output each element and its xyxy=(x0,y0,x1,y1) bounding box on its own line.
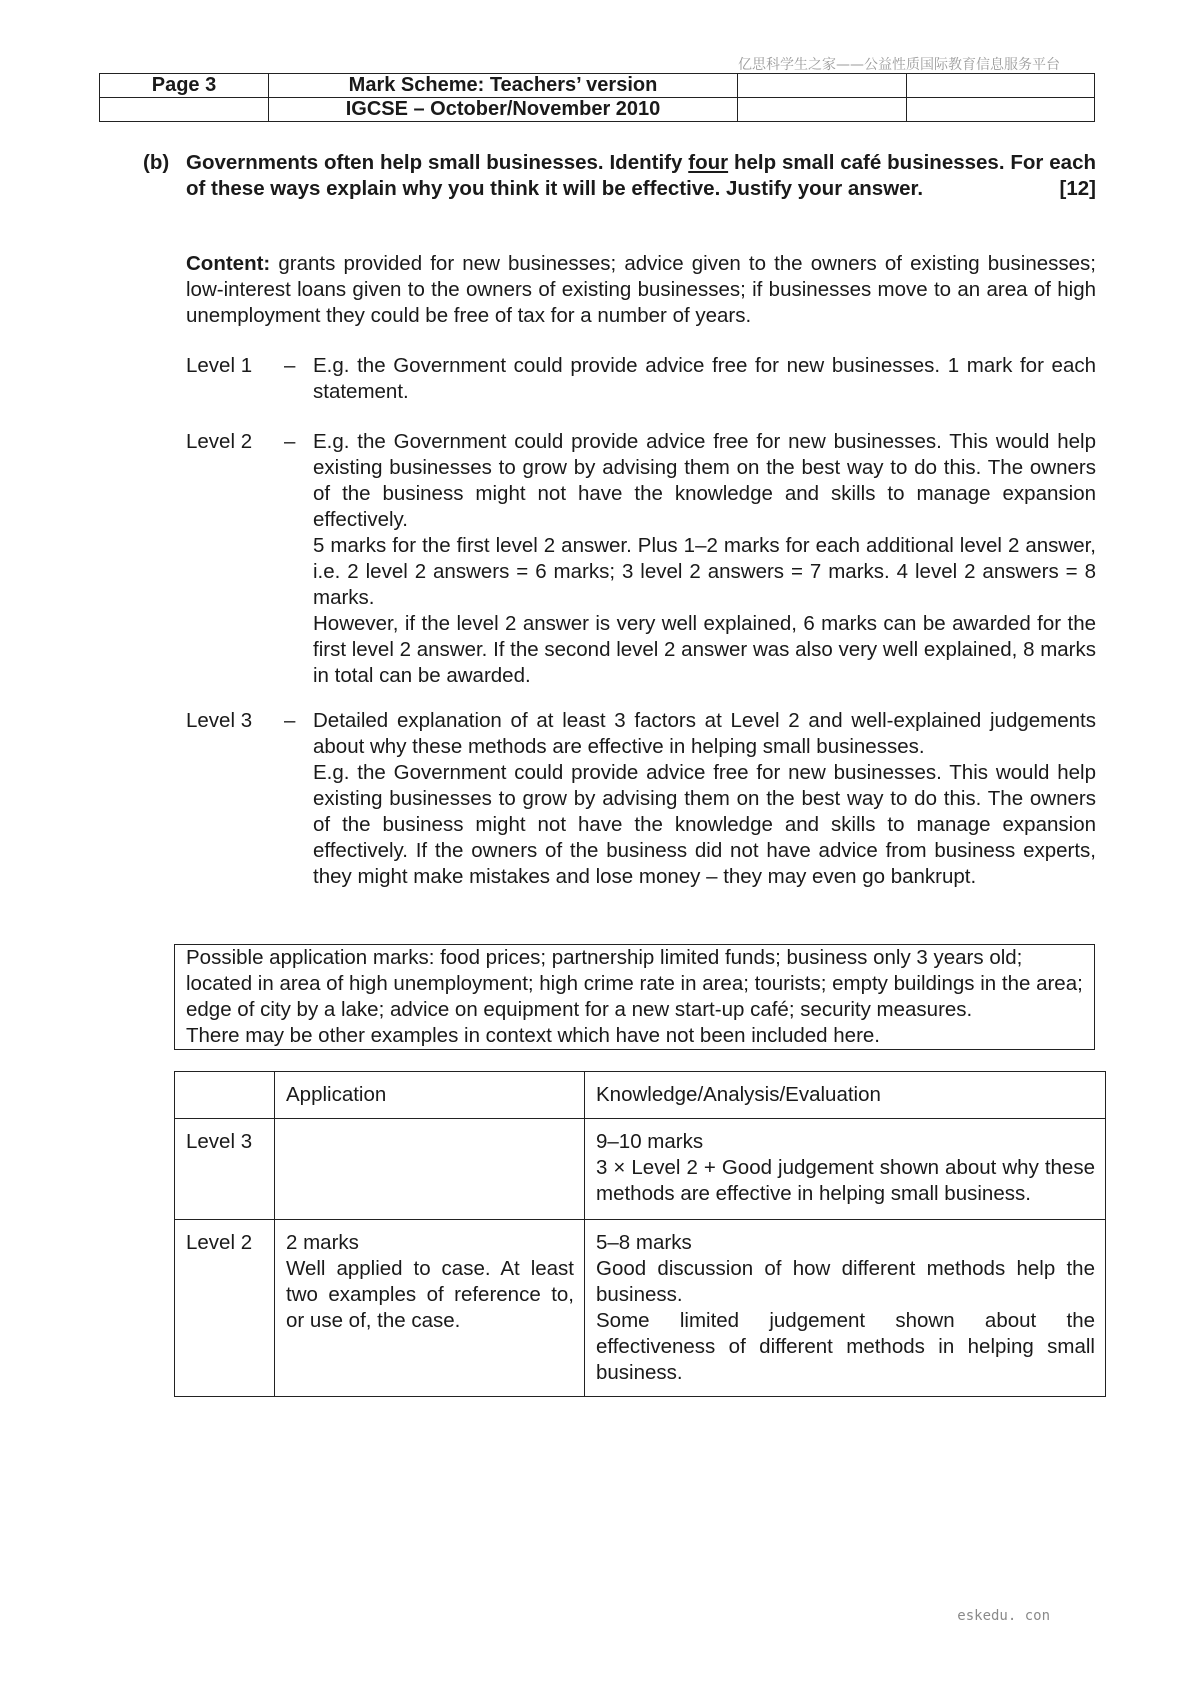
question-label: (b) xyxy=(143,151,170,174)
header-empty-cell xyxy=(907,74,1095,98)
watermark-top: 亿思科学生之家——公益性质国际教育信息服务平台 xyxy=(738,57,1060,73)
table-row xyxy=(175,1220,1106,1397)
application-marks-box xyxy=(174,944,1095,1050)
content-text: grants provided for new businesses; advice given to the owners of existing businesses; low-interest loans given to the owners of existing businesses; if businesses move to an area of high unemployment they could be free of tax for a number of years. xyxy=(186,252,1096,327)
row-kae: 9–10 marks 3 × Level 2 + Good judgement shown about why these methods are effective in helping small business. xyxy=(585,1119,1106,1220)
level-description: E.g. the Government could provide advice free for new businesses. 1 mark for each statement. xyxy=(313,354,1096,403)
mark-scheme-title: Mark Scheme: Teachers’ version xyxy=(269,74,738,98)
level-dash: – xyxy=(284,430,296,453)
row-level: Level 3 xyxy=(175,1119,275,1220)
row-application: 2 marks Well applied to case. At least two examples of reference to, or use of, the case. xyxy=(275,1220,585,1397)
header-empty-cell xyxy=(738,98,907,122)
level-label: Level 1 xyxy=(186,354,253,377)
level-dash: – xyxy=(284,354,296,377)
row-application xyxy=(275,1119,585,1220)
row-level: Level 2 xyxy=(175,1220,275,1397)
level-1-block xyxy=(186,353,1096,405)
row-kae: 5–8 marks Good discussion of how different methods help the business. Some limited judgement shown about the effectiveness of different methods in helping small business. xyxy=(585,1220,1106,1397)
table-header-row xyxy=(175,1072,1106,1119)
underlined-word: four xyxy=(688,151,729,174)
header-empty-cell xyxy=(738,74,907,98)
table-header-cell: Application xyxy=(275,1072,585,1119)
watermark-bottom: eskedu. con xyxy=(957,1608,1050,1624)
question-heading xyxy=(143,150,1096,202)
table-row xyxy=(175,1119,1106,1220)
page-number: Page 3 xyxy=(100,74,269,98)
level-dash: – xyxy=(284,709,296,732)
question-text: Governments often help small businesses. Identify four help small café businesses. For each of these ways explain why you think it will be effective. Justify your answer. [12] xyxy=(186,151,1096,200)
level-description: E.g. the Government could provide advice free for new businesses. This would help existing businesses to grow by advising them on the best way to do this. The owners of the business might not have the knowledge and skills to manage expansion effectively. 5 marks for the first level 2 answer. Plus 1–2 marks for each additional level 2 answer, i.e. 2 level 2 answers = 6 marks; 3 level 2 answers = 7 marks. 4 level 2 answers = 8 marks. However, if the level 2 answer is very well explained, 6 marks can be awarded for the first level 2 answer. If the second level 2 answer was also very well explained, 8 marks in total can be awarded. xyxy=(313,430,1096,687)
table-header-cell xyxy=(175,1072,275,1119)
level-label: Level 2 xyxy=(186,430,253,453)
question-marks: [12] xyxy=(1059,177,1096,200)
content-label: Content: xyxy=(186,252,271,275)
header-empty-cell xyxy=(100,98,269,122)
application-marks-note: There may be other examples in context which have not been included here. xyxy=(186,1024,880,1047)
content-paragraph xyxy=(186,251,1096,329)
level-2-block xyxy=(186,429,1096,689)
level-3-block xyxy=(186,708,1096,890)
page-header-table xyxy=(99,73,1095,122)
header-empty-cell xyxy=(907,98,1095,122)
level-label: Level 3 xyxy=(186,709,253,732)
exam-session: IGCSE – October/November 2010 xyxy=(269,98,738,122)
table-header-cell: Knowledge/Analysis/Evaluation xyxy=(585,1072,1106,1119)
marks-table xyxy=(174,1071,1106,1397)
level-description: Detailed explanation of at least 3 factors at Level 2 and well-explained judgements about why these methods are effective in helping small businesses. E.g. the Government could provide advice free for new businesses. This would help existing businesses to grow by advising them on the best way to do this. The owners of the business might not have the knowledge and skills to manage expansion effectively. If the owners of the business did not have advice from business experts, they might make mistakes and lose money – they may even go bankrupt. xyxy=(313,709,1096,888)
application-marks-text: Possible application marks: food prices; partnership limited funds; business only 3 years old; located in area of high unemployment; high crime rate in area; tourists; empty buildings in the area; edge of city by a lake; advice on equipment for a new start-up café; security measures. xyxy=(186,946,1083,1021)
